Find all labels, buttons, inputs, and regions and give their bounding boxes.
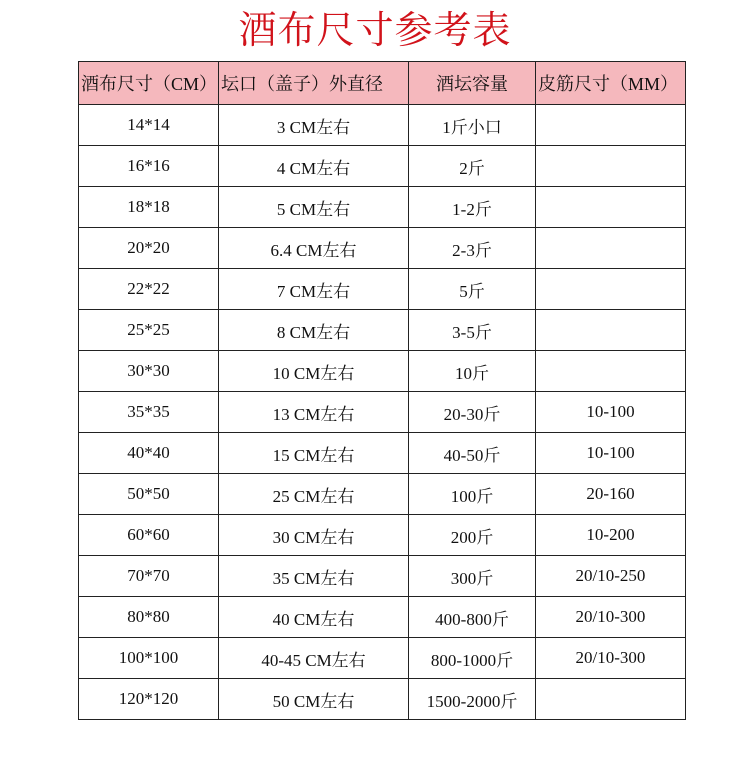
table-row [79,187,686,228]
table-row [79,146,686,187]
cloth-size-cell: 25*25 [79,310,219,351]
jar-capacity-cell: 800-1000斤 [409,638,536,679]
cloth-size-cell: 40*40 [79,433,219,474]
cloth-size-cell: 22*22 [79,269,219,310]
band-size-cell [536,679,686,720]
jar-capacity-cell: 300斤 [409,556,536,597]
cloth-size-cell: 20*20 [79,228,219,269]
mouth-diameter-cell: 13 CM左右 [219,392,409,433]
header-mouth-diameter: 坛口（盖子）外直径 [219,62,409,105]
band-size-cell [536,310,686,351]
band-size-cell [536,105,686,146]
mouth-diameter-cell: 50 CM左右 [219,679,409,720]
mouth-diameter-cell: 8 CM左右 [219,310,409,351]
table-row [79,392,686,433]
mouth-diameter-cell: 10 CM左右 [219,351,409,392]
table-row [79,474,686,515]
band-size-cell: 20/10-250 [536,556,686,597]
band-size-cell: 20/10-300 [536,638,686,679]
band-size-cell: 10-200 [536,515,686,556]
band-size-cell [536,269,686,310]
mouth-diameter-cell: 6.4 CM左右 [219,228,409,269]
cloth-size-cell: 50*50 [79,474,219,515]
jar-capacity-cell: 10斤 [409,351,536,392]
jar-capacity-cell: 100斤 [409,474,536,515]
mouth-diameter-cell: 40 CM左右 [219,597,409,638]
jar-capacity-cell: 1斤小口 [409,105,536,146]
band-size-cell [536,146,686,187]
mouth-diameter-cell: 25 CM左右 [219,474,409,515]
cloth-size-cell: 70*70 [79,556,219,597]
table-row [79,105,686,146]
mouth-diameter-cell: 35 CM左右 [219,556,409,597]
page-title: 酒布尺寸参考表 [238,8,512,52]
cloth-size-cell: 80*80 [79,597,219,638]
band-size-cell [536,228,686,269]
jar-capacity-cell: 3-5斤 [409,310,536,351]
mouth-diameter-cell: 15 CM左右 [219,433,409,474]
band-size-cell: 10-100 [536,433,686,474]
mouth-diameter-cell: 30 CM左右 [219,515,409,556]
jar-capacity-cell: 200斤 [409,515,536,556]
mouth-diameter-cell: 5 CM左右 [219,187,409,228]
header-band-size: 皮筋尺寸（MM） [536,62,686,105]
jar-capacity-cell: 2斤 [409,146,536,187]
table-row [79,638,686,679]
size-reference-table [78,61,686,720]
jar-capacity-cell: 20-30斤 [409,392,536,433]
table-row [79,228,686,269]
cloth-size-cell: 30*30 [79,351,219,392]
table-body [79,105,686,720]
mouth-diameter-cell: 40-45 CM左右 [219,638,409,679]
mouth-diameter-cell: 7 CM左右 [219,269,409,310]
table-row [79,556,686,597]
cloth-size-cell: 60*60 [79,515,219,556]
band-size-cell [536,187,686,228]
jar-capacity-cell: 5斤 [409,269,536,310]
cloth-size-cell: 35*35 [79,392,219,433]
cloth-size-cell: 120*120 [79,679,219,720]
jar-capacity-cell: 40-50斤 [409,433,536,474]
header-jar-capacity: 酒坛容量 [409,62,536,105]
cloth-size-cell: 14*14 [79,105,219,146]
band-size-cell: 10-100 [536,392,686,433]
cloth-size-cell: 16*16 [79,146,219,187]
band-size-cell [536,351,686,392]
mouth-diameter-cell: 4 CM左右 [219,146,409,187]
mouth-diameter-cell: 3 CM左右 [219,105,409,146]
jar-capacity-cell: 400-800斤 [409,597,536,638]
table-header-row [79,62,686,105]
table-row [79,351,686,392]
table-row [79,433,686,474]
jar-capacity-cell: 1500-2000斤 [409,679,536,720]
header-cloth-size: 酒布尺寸（CM） [79,62,219,105]
band-size-cell: 20/10-300 [536,597,686,638]
table-row [79,597,686,638]
band-size-cell: 20-160 [536,474,686,515]
table-row [79,515,686,556]
cloth-size-cell: 100*100 [79,638,219,679]
table-row [79,269,686,310]
table-row [79,310,686,351]
table-row [79,679,686,720]
cloth-size-cell: 18*18 [79,187,219,228]
jar-capacity-cell: 2-3斤 [409,228,536,269]
jar-capacity-cell: 1-2斤 [409,187,536,228]
